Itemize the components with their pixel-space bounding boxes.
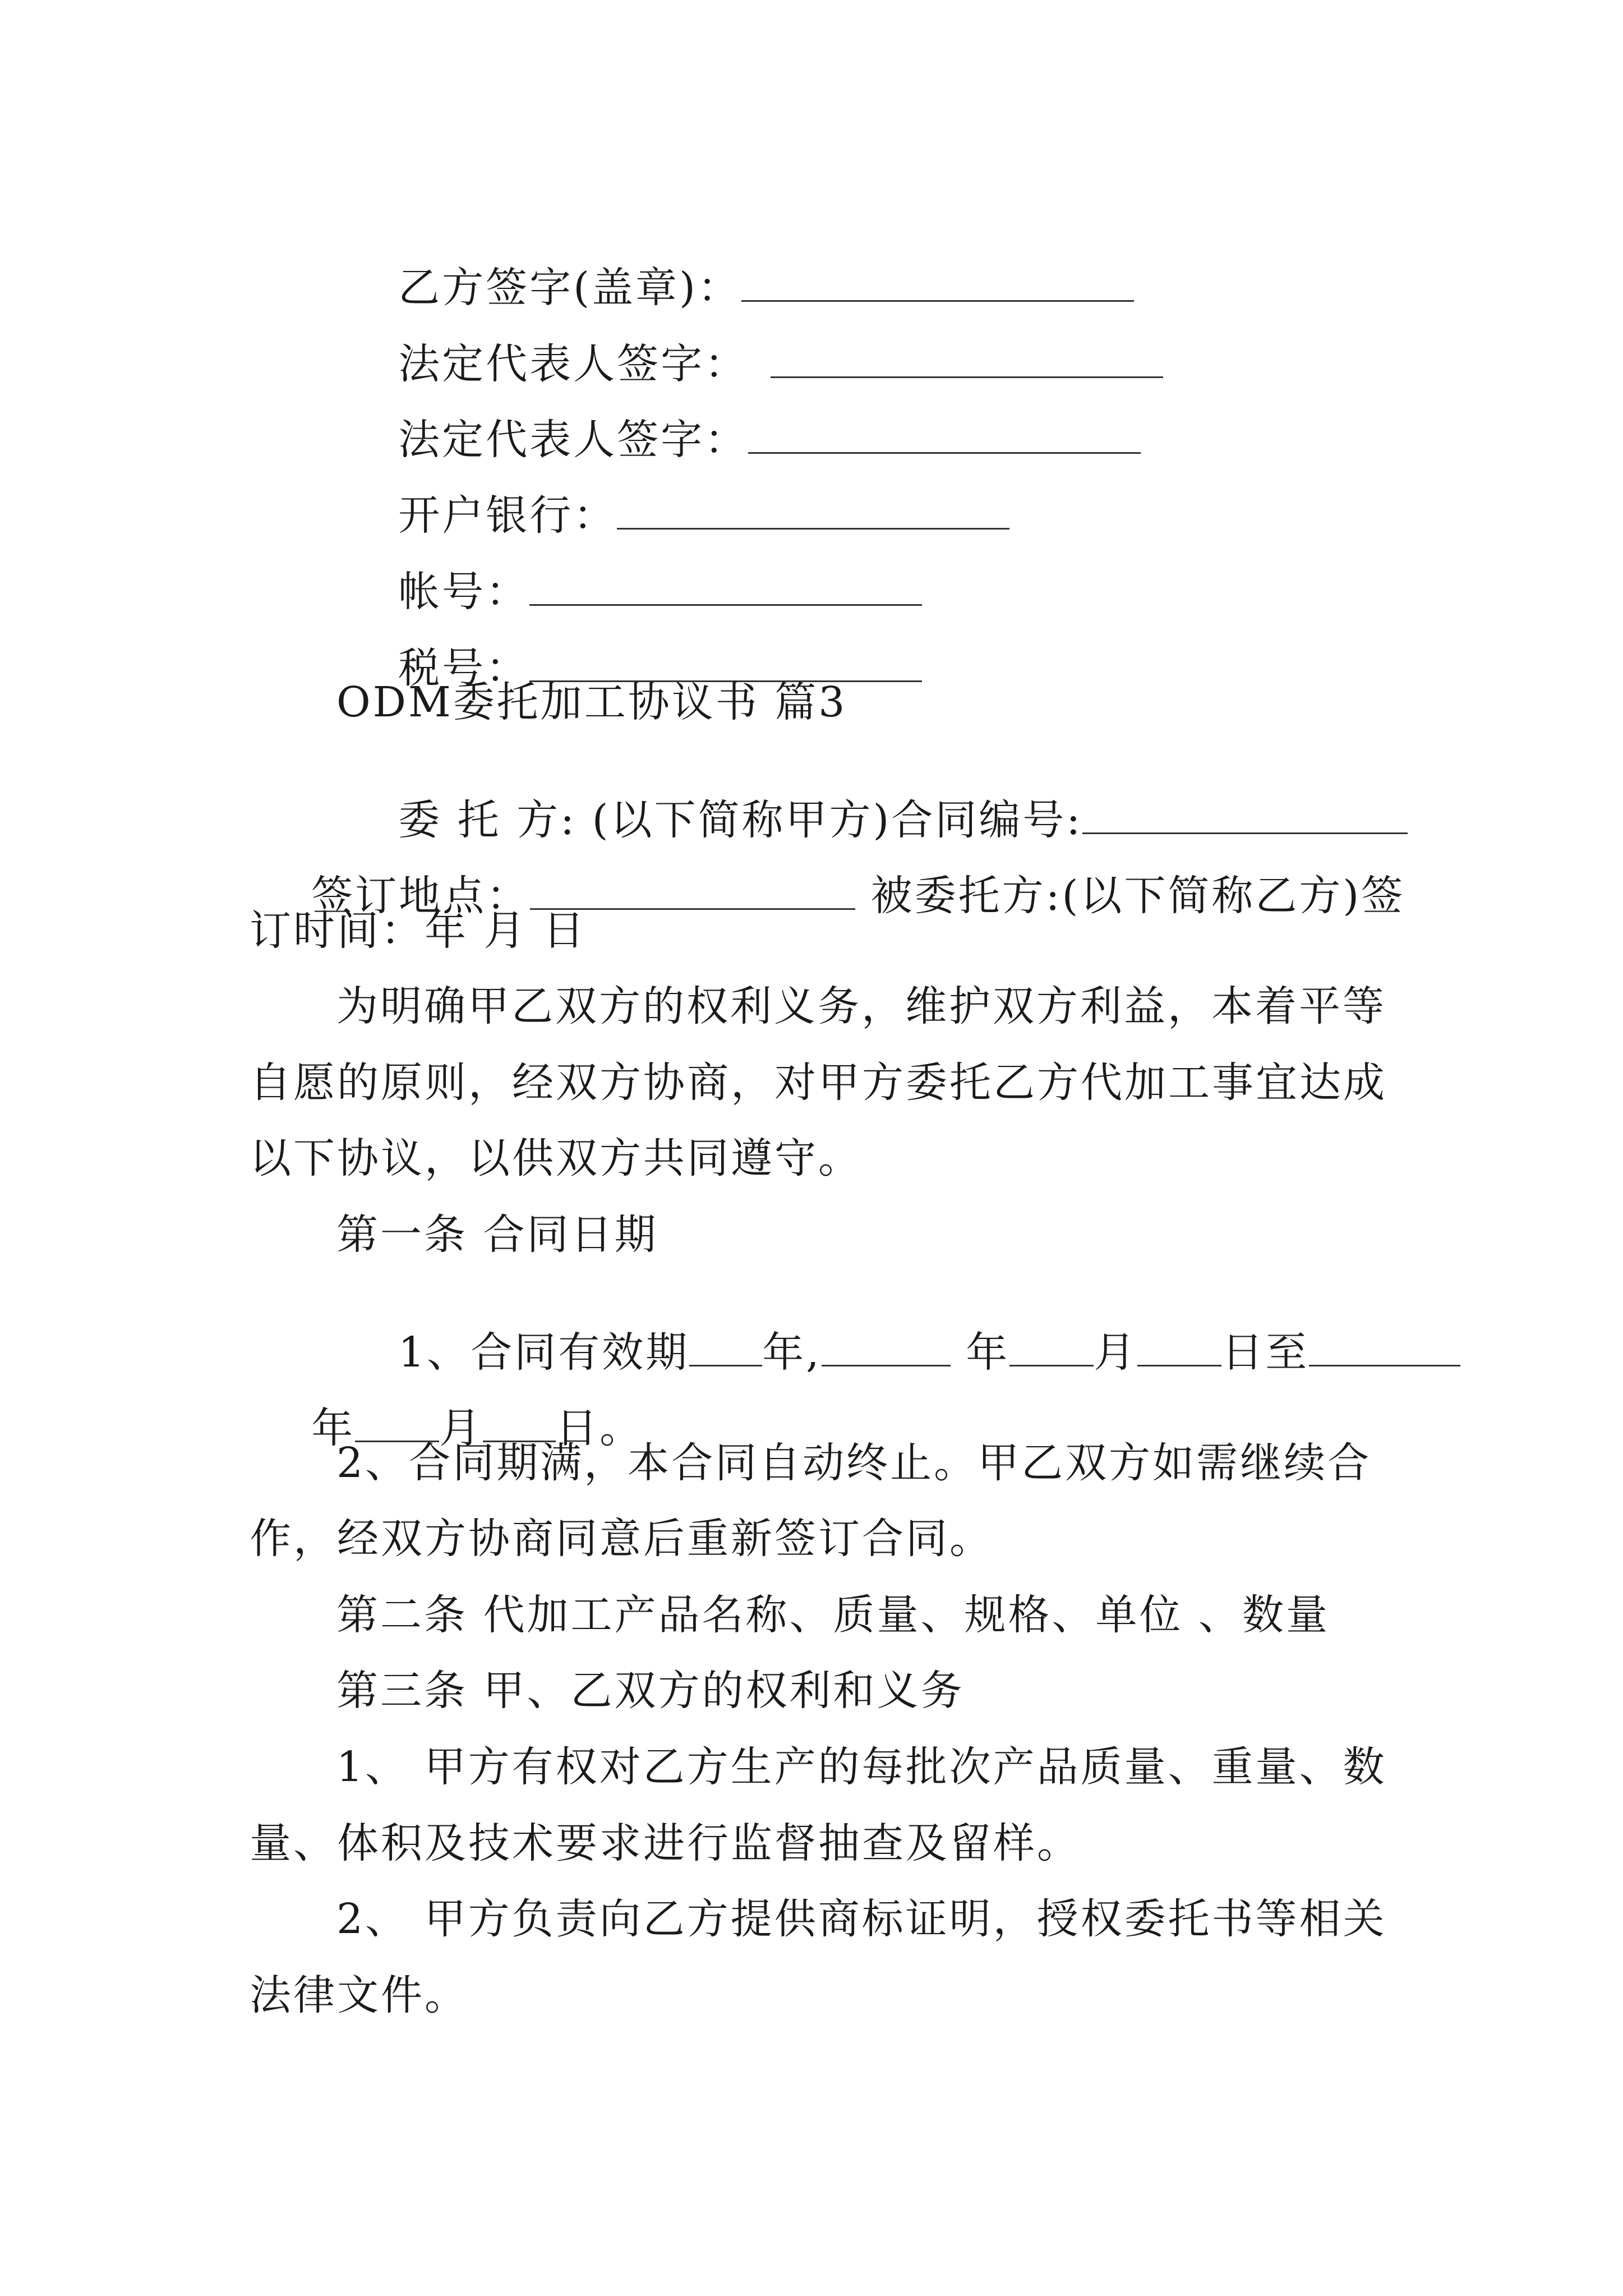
- article-3-p2-line-1: 2、 甲方负责向乙方提供商标证明，授权委托书等相关: [336, 1895, 1387, 1943]
- end-year-blank: [1309, 1360, 1460, 1366]
- header-line-3: 订时间：年 月 日: [250, 907, 587, 955]
- article-1-p2-line-1: 2、合同期满，本合同自动终止。甲乙双方如需继续合: [336, 1439, 1372, 1487]
- article-1-title: 第一条 合同日期: [336, 1211, 658, 1259]
- party-b-sign-blank: [741, 296, 1134, 302]
- article-3-p1-line-1: 1、 甲方有权对乙方生产的每批次产品质量、重量、数: [336, 1743, 1387, 1791]
- trustee-label: 被委托方:(以下简称乙方)签: [855, 872, 1405, 920]
- section-title: ODM委托加工协议书 篇3: [336, 678, 847, 726]
- article-1-p2-line-2: 作，经双方协商同意后重新签订合同。: [250, 1515, 993, 1563]
- account-blank: [529, 600, 922, 606]
- client-contract-no-label: 委 托 方: (以下简称甲方)合同编号:: [398, 796, 1083, 844]
- month-text-1: 月: [1094, 1328, 1138, 1377]
- bank-label: 开户银行：: [398, 491, 617, 540]
- day-to-text: 日至: [1221, 1328, 1310, 1377]
- year-text-2: 年: [950, 1328, 1010, 1377]
- start-day-blank: [1137, 1360, 1221, 1366]
- legal-rep-sign-label-2: 法定代表人签字：: [398, 416, 749, 464]
- start-year-blank: [822, 1360, 951, 1366]
- start-month-blank: [1009, 1360, 1094, 1366]
- article-3-title: 第三条 甲、乙双方的权利和义务: [336, 1667, 965, 1715]
- sign-place-label: 签订地点：: [311, 872, 531, 920]
- account-label: 帐号：: [398, 568, 530, 616]
- tax-no-label: 税号：: [398, 644, 530, 692]
- intro-line-2: 自愿的原则，经双方协商，对甲方委托乙方代加工事宜达成: [250, 1059, 1387, 1107]
- article-2-title: 第二条 代加工产品名称、质量、规格、单位 、数量: [336, 1591, 1330, 1639]
- day-text-end: 日。: [556, 1404, 644, 1452]
- bank-blank: [617, 523, 1009, 530]
- validity-label: 1、合同有效期: [398, 1328, 690, 1377]
- intro-line-1: 为明确甲乙双方的权利义务，维护双方利益，本着平等: [336, 982, 1386, 1030]
- article-3-p1-line-2: 量、体积及技术要求进行监督抽查及留样。: [250, 1819, 1081, 1867]
- intro-line-3: 以下协议，以供双方共同遵守。: [250, 1134, 862, 1182]
- legal-rep-sign-label-1: 法定代表人签字：: [398, 340, 749, 388]
- years-blank: [689, 1360, 762, 1366]
- year-text-3: 年: [311, 1404, 356, 1452]
- article-3-p2-line-2: 法律文件。: [250, 1971, 468, 2019]
- party-b-sign-label: 乙方签字(盖章)：: [398, 264, 741, 312]
- month-text-2: 月: [439, 1404, 483, 1452]
- year-text-1: 年,: [762, 1328, 822, 1377]
